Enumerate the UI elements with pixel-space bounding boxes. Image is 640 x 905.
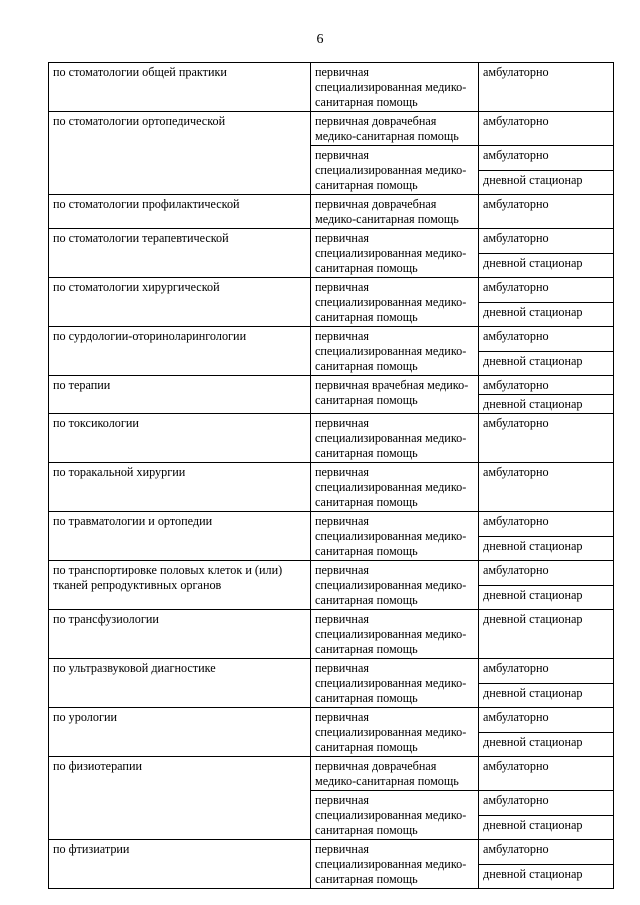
- condition-cell: амбулаторно: [479, 561, 614, 586]
- condition-cell: амбулаторно: [479, 708, 614, 733]
- condition-cell: дневной стационар: [479, 815, 614, 840]
- condition-cell: амбулаторно: [479, 463, 614, 512]
- care-type-cell: первичная специализированная медико-санитарная помощь: [311, 659, 479, 708]
- care-type-cell: первичная доврачебная медико-санитарная помощь: [311, 195, 479, 229]
- care-type-cell: первичная специализированная медико-санитарная помощь: [311, 278, 479, 327]
- table-row: [49, 414, 614, 463]
- profile-cell: по стоматологии общей практики: [49, 63, 311, 112]
- table-row: [49, 659, 614, 684]
- profile-cell: по токсикологии: [49, 414, 311, 463]
- care-type-cell: первичная специализированная медико-санитарная помощь: [311, 610, 479, 659]
- page-number: 6: [316, 32, 324, 47]
- care-type-cell: первичная специализированная медико-санитарная помощь: [311, 708, 479, 757]
- condition-cell: дневной стационар: [479, 351, 614, 376]
- table-row: [49, 195, 614, 229]
- profile-cell: по фтизиатрии: [49, 840, 311, 889]
- table-row: [49, 512, 614, 537]
- condition-cell: амбулаторно: [479, 195, 614, 229]
- condition-cell: амбулаторно: [479, 840, 614, 865]
- care-type-cell: первичная специализированная медико-санитарная помощь: [311, 63, 479, 112]
- profile-cell: по транспортировке половых клеток и (или) тканей репродуктивных органов: [49, 561, 311, 610]
- table-row: [49, 561, 614, 586]
- table-row: [49, 757, 614, 791]
- condition-cell: амбулаторно: [479, 278, 614, 303]
- profile-cell: по сурдологии-оториноларингологии: [49, 327, 311, 376]
- profile-cell: по травматологии и ортопедии: [49, 512, 311, 561]
- condition-cell: амбулаторно: [479, 63, 614, 112]
- profile-cell: по урологии: [49, 708, 311, 757]
- profile-cell: по ультразвуковой диагностике: [49, 659, 311, 708]
- condition-cell: дневной стационар: [479, 864, 614, 889]
- condition-cell: амбулаторно: [479, 512, 614, 537]
- profile-cell: по стоматологии терапевтической: [49, 229, 311, 278]
- condition-cell: дневной стационар: [479, 683, 614, 708]
- condition-cell: дневной стационар: [479, 536, 614, 561]
- services-table-body: [49, 63, 614, 889]
- profile-cell: по терапии: [49, 376, 311, 414]
- condition-cell: амбулаторно: [479, 414, 614, 463]
- table-row: [49, 327, 614, 352]
- table-row: [49, 229, 614, 254]
- condition-cell: дневной стационар: [479, 253, 614, 278]
- profile-cell: по стоматологии профилактической: [49, 195, 311, 229]
- condition-cell: дневной стационар: [479, 610, 614, 659]
- care-type-cell: первичная специализированная медико-санитарная помощь: [311, 229, 479, 278]
- care-type-cell: первичная доврачебная медико-санитарная помощь: [311, 112, 479, 146]
- care-type-cell: первичная специализированная медико-санитарная помощь: [311, 463, 479, 512]
- condition-cell: амбулаторно: [479, 659, 614, 684]
- care-type-cell: первичная специализированная медико-санитарная помощь: [311, 146, 479, 195]
- care-type-cell: первичная специализированная медико-санитарная помощь: [311, 414, 479, 463]
- care-type-cell: первичная специализированная медико-санитарная помощь: [311, 512, 479, 561]
- condition-cell: дневной стационар: [479, 170, 614, 195]
- condition-cell: дневной стационар: [479, 302, 614, 327]
- profile-cell: по трансфузиологии: [49, 610, 311, 659]
- table-row: [49, 376, 614, 395]
- table-row: [49, 610, 614, 659]
- care-type-cell: первичная врачебная медико-санитарная помощь: [311, 376, 479, 414]
- table-row: [49, 112, 614, 146]
- care-type-cell: первичная доврачебная медико-санитарная помощь: [311, 757, 479, 791]
- table-row: [49, 463, 614, 512]
- care-type-cell: первичная специализированная медико-санитарная помощь: [311, 840, 479, 889]
- condition-cell: амбулаторно: [479, 791, 614, 816]
- services-table: [48, 62, 614, 889]
- care-type-cell: первичная специализированная медико-санитарная помощь: [311, 327, 479, 376]
- condition-cell: амбулаторно: [479, 327, 614, 352]
- profile-cell: по стоматологии ортопедической: [49, 112, 311, 195]
- table-row: [49, 63, 614, 112]
- condition-cell: дневной стационар: [479, 585, 614, 610]
- profile-cell: по стоматологии хирургической: [49, 278, 311, 327]
- table-row: [49, 708, 614, 733]
- condition-cell: амбулаторно: [479, 146, 614, 171]
- condition-cell: амбулаторно: [479, 757, 614, 791]
- table-row: [49, 278, 614, 303]
- table-row: [49, 840, 614, 865]
- care-type-cell: первичная специализированная медико-санитарная помощь: [311, 561, 479, 610]
- condition-cell: амбулаторно: [479, 376, 614, 395]
- condition-cell: амбулаторно: [479, 229, 614, 254]
- care-type-cell: первичная специализированная медико-санитарная помощь: [311, 791, 479, 840]
- profile-cell: по торакальной хирургии: [49, 463, 311, 512]
- condition-cell: дневной стационар: [479, 395, 614, 414]
- condition-cell: дневной стационар: [479, 732, 614, 757]
- profile-cell: по физиотерапии: [49, 757, 311, 840]
- condition-cell: амбулаторно: [479, 112, 614, 146]
